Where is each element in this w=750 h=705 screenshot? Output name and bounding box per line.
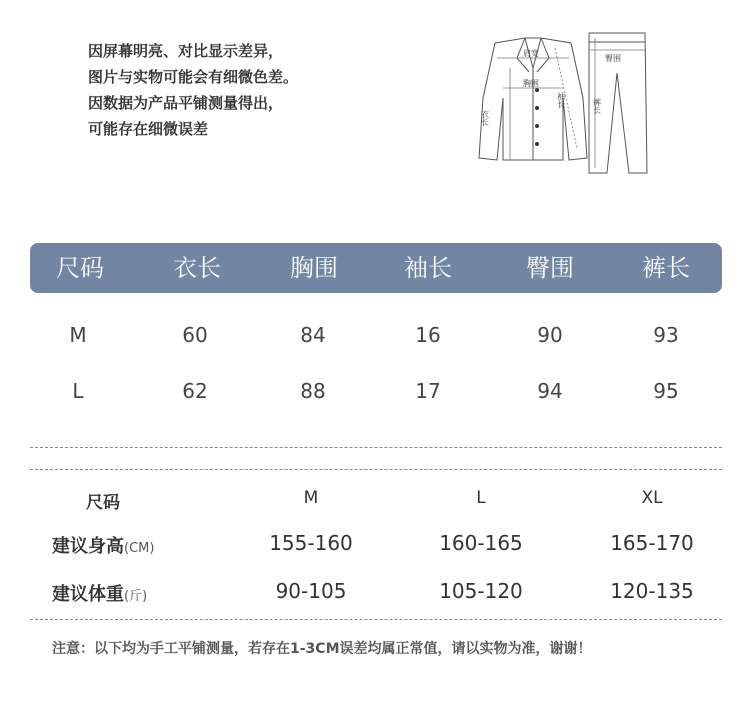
weight-xl: 120-135 [610, 579, 694, 603]
cell-length: 62 [182, 379, 208, 403]
garment-measurement-figure [465, 28, 655, 182]
weight-m: 90-105 [275, 579, 347, 603]
size-table-header [30, 243, 722, 293]
header-hip: 臀围 [526, 254, 574, 282]
weight-unit: (斤) [124, 589, 148, 604]
cell-length: 60 [182, 323, 208, 347]
cell-pants-length: 93 [653, 323, 679, 347]
note-line: 可能存在细微误差 [88, 120, 209, 138]
size-col-xl: XL [641, 488, 663, 508]
cell-chest: 84 [300, 323, 326, 347]
header-size: 尺码 [56, 254, 104, 282]
height-xl: 165-170 [610, 531, 694, 555]
disclaimer-notes [88, 38, 298, 142]
size-col-l: L [476, 488, 486, 508]
note-line: 因数据为产品平铺测量得出， [88, 94, 284, 112]
header-chest: 胸围 [290, 254, 338, 282]
weight-label: 建议体重 [52, 584, 124, 605]
header-sleeve: 袖长 [404, 254, 452, 282]
dashed-divider [30, 447, 722, 448]
hip-label: 臀围 [605, 54, 621, 63]
recommend-size-label: 尺码 [86, 493, 120, 513]
cell-size: M [69, 323, 87, 347]
height-m: 155-160 [269, 531, 353, 555]
shirt-buttons [535, 88, 539, 146]
note-line: 图片与实物可能会有细微色差。 [88, 68, 299, 86]
height-label: 建议身高 [52, 536, 124, 557]
cell-sleeve: 16 [415, 323, 441, 347]
dashed-divider [30, 469, 722, 470]
header-length: 衣长 [173, 254, 221, 282]
pajama-diagram [465, 28, 655, 178]
note-line: 因屏幕明亮、对比显示差异， [88, 42, 284, 60]
cell-size: L [72, 379, 84, 403]
cell-pants-length: 95 [653, 379, 679, 403]
pants-length-label: 裤长 [592, 98, 602, 114]
sleeve-label: 袖长 [556, 92, 566, 108]
cell-sleeve: 17 [415, 379, 441, 403]
weight-l: 105-120 [439, 579, 523, 603]
cell-hip: 94 [537, 379, 563, 403]
header-pants-length: 裤长 [642, 254, 690, 282]
dashed-divider [30, 619, 722, 620]
length-label: 衣长 [480, 110, 490, 126]
height-unit: (CM) [124, 541, 155, 556]
chest-label: 胸围 [523, 79, 539, 88]
shoulder-label: 肩宽 [523, 49, 539, 58]
size-col-m: M [303, 488, 319, 508]
cell-chest: 88 [300, 379, 326, 403]
cell-hip: 90 [537, 323, 563, 347]
height-row-label [52, 532, 154, 558]
height-l: 160-165 [439, 531, 523, 555]
measurement-footnote: 注意：以下均为手工平铺测量，若存在1-3CM误差均属正常值，请以实物为准，谢谢！ [52, 641, 592, 657]
weight-row-label [52, 580, 147, 606]
